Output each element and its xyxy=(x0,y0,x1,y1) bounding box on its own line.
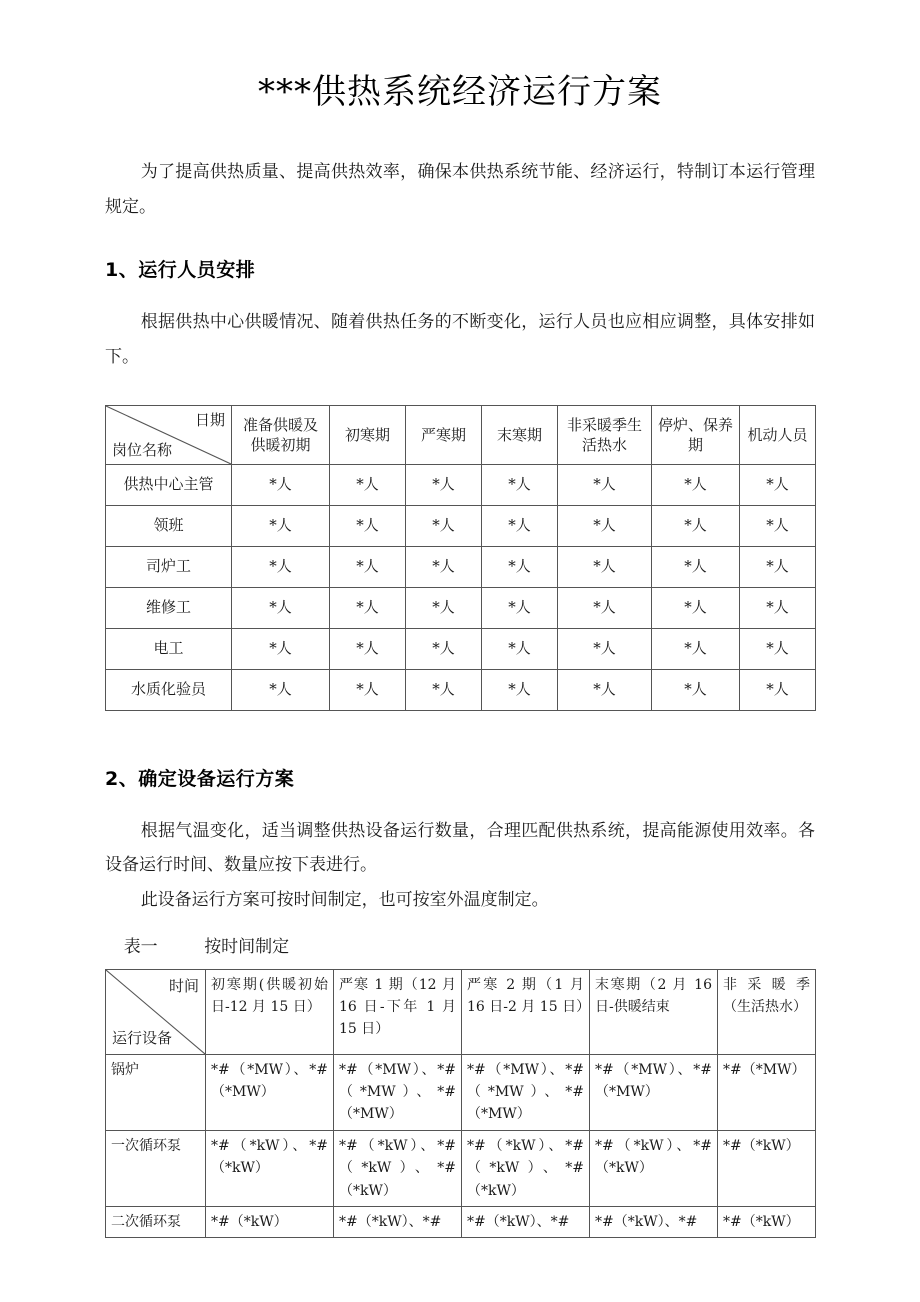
cell: *人 xyxy=(406,628,482,669)
cell: *人 xyxy=(232,546,330,587)
cell: *人 xyxy=(652,669,740,710)
heading-personnel-arrangement: 1、运行人员安排 xyxy=(105,259,256,282)
cell: *人 xyxy=(740,669,816,710)
cell: *人 xyxy=(652,464,740,505)
cell: *人 xyxy=(740,505,816,546)
corner-top-label: 时间 xyxy=(168,976,199,995)
cell: *人 xyxy=(482,546,558,587)
column-header: 机动人员 xyxy=(740,405,816,464)
cell: *人 xyxy=(330,464,406,505)
cell: *人 xyxy=(406,587,482,628)
cell: *人 xyxy=(558,464,652,505)
cell: *人 xyxy=(406,669,482,710)
table-row xyxy=(106,546,816,587)
column-header: 严寒期 xyxy=(406,405,482,464)
column-header: 非 采 暖 季（生活热水） xyxy=(718,969,816,1054)
row-label: 维修工 xyxy=(106,587,232,628)
table-caption xyxy=(105,932,815,963)
corner-top-label: 日期 xyxy=(194,410,225,429)
column-header: 准备供暖及供暖初期 xyxy=(232,405,330,464)
cell: *#（*kW） xyxy=(718,1207,816,1238)
cell: *人 xyxy=(482,628,558,669)
equipment-paragraph-2: 此设备运行方案可按时间制定，也可按室外温度制定。 xyxy=(140,890,549,911)
cell: *人 xyxy=(482,587,558,628)
cell: *#（*MW）、*#（*MW）、*#（*MW） xyxy=(462,1054,590,1130)
table-header-row xyxy=(106,405,816,464)
cell: *人 xyxy=(232,628,330,669)
cell: *人 xyxy=(482,669,558,710)
cell: *人 xyxy=(330,669,406,710)
cell: *人 xyxy=(232,505,330,546)
cell: *#（*kW） xyxy=(206,1207,334,1238)
cell: *人 xyxy=(330,587,406,628)
cell: *#（*kW）、*# xyxy=(462,1207,590,1238)
cell: *人 xyxy=(652,505,740,546)
table-row xyxy=(106,1054,816,1130)
cell: *人 xyxy=(406,505,482,546)
cell: *人 xyxy=(740,587,816,628)
cell: *人 xyxy=(482,464,558,505)
column-header: 非采暖季生活热水 xyxy=(558,405,652,464)
table-row xyxy=(106,587,816,628)
cell: *#（*kW）、*# xyxy=(334,1207,462,1238)
cell: *#（*MW）、*#（*MW） xyxy=(206,1054,334,1130)
table-row xyxy=(106,669,816,710)
corner-cell-time-equipment xyxy=(106,969,206,1054)
row-label: 水质化验员 xyxy=(106,669,232,710)
cell: *人 xyxy=(406,464,482,505)
cell: *人 xyxy=(406,546,482,587)
cell: *#（*MW）、*#（*MW） xyxy=(590,1054,718,1130)
column-header: 严寒 1 期（12 月 16 日-下年 1 月 15 日） xyxy=(334,969,462,1054)
page-title: ***供热系统经济运行方案 xyxy=(258,72,662,112)
cell: *人 xyxy=(558,587,652,628)
corner-bottom-label: 岗位名称 xyxy=(112,440,173,459)
personnel-paragraph: 根据供热中心供暖情况、随着供热任务的不断变化，运行人员也应相应调整，具体安排如下。 xyxy=(105,312,815,368)
row-label: 电工 xyxy=(106,628,232,669)
column-header: 停炉、保养期 xyxy=(652,405,740,464)
cell: *人 xyxy=(558,546,652,587)
equipment-paragraph-1: 根据气温变化，适当调整供热设备运行数量，合理匹配供热系统，提高能源使用效率。各设备运行时间、数量应按下表进行。 xyxy=(105,820,815,876)
column-header: 末寒期 xyxy=(482,405,558,464)
table-caption-label: 表一 xyxy=(123,937,158,958)
cell: *人 xyxy=(330,505,406,546)
cell: *#（*kW）、*# xyxy=(590,1207,718,1238)
row-label: 二次循环泵 xyxy=(106,1207,206,1238)
intro-paragraph: 为了提高供热质量、提高供热效率，确保本供热系统节能、经济运行，特制订本运行管理规定。 xyxy=(105,161,815,217)
cell: *人 xyxy=(558,669,652,710)
row-label: 锅炉 xyxy=(106,1054,206,1130)
table-row xyxy=(106,1207,816,1238)
cell: *#（*kW）、*#（*kW） xyxy=(206,1130,334,1206)
corner-bottom-label: 运行设备 xyxy=(112,1028,173,1047)
cell: *#（*MW）、*#（*MW）、*#（*MW） xyxy=(334,1054,462,1130)
cell: *人 xyxy=(740,628,816,669)
cell: *#（*kW）、*#（*kW）、*#（*kW） xyxy=(462,1130,590,1206)
cell: *#（*kW）、*#（*kW）、*#（*kW） xyxy=(334,1130,462,1206)
cell: *人 xyxy=(482,505,558,546)
cell: *人 xyxy=(652,546,740,587)
heading-equipment-operation-plan: 2、确定设备运行方案 xyxy=(105,767,295,790)
cell: *人 xyxy=(232,587,330,628)
cell: *人 xyxy=(740,464,816,505)
table-header-row xyxy=(106,969,816,1054)
cell: *人 xyxy=(652,587,740,628)
column-header: 严寒 2 期（1 月 16 日-2 月 15 日） xyxy=(462,969,590,1054)
equipment-schedule-table xyxy=(105,969,816,1239)
cell: *人 xyxy=(232,464,330,505)
row-label: 一次循环泵 xyxy=(106,1130,206,1206)
corner-cell-date-position xyxy=(106,405,232,464)
table-caption-text: 按时间制定 xyxy=(204,937,290,958)
table-row xyxy=(106,1130,816,1206)
personnel-table xyxy=(105,405,816,711)
row-label: 领班 xyxy=(106,505,232,546)
column-header: 初寒期 xyxy=(330,405,406,464)
table-row xyxy=(106,464,816,505)
cell: *人 xyxy=(558,628,652,669)
cell: *人 xyxy=(232,669,330,710)
table-row xyxy=(106,505,816,546)
cell: *人 xyxy=(330,628,406,669)
column-header: 末寒期（2 月 16 日-供暖结束 xyxy=(590,969,718,1054)
cell: *#（*kW） xyxy=(718,1130,816,1206)
row-label: 供热中心主管 xyxy=(106,464,232,505)
row-label: 司炉工 xyxy=(106,546,232,587)
cell: *人 xyxy=(652,628,740,669)
cell: *人 xyxy=(740,546,816,587)
cell: *人 xyxy=(558,505,652,546)
cell: *人 xyxy=(330,546,406,587)
table-row xyxy=(106,628,816,669)
cell: *#（*MW） xyxy=(718,1054,816,1130)
cell: *#（*kW）、*#（*kW） xyxy=(590,1130,718,1206)
column-header: 初寒期(供暖初始日-12 月 15 日） xyxy=(206,969,334,1054)
